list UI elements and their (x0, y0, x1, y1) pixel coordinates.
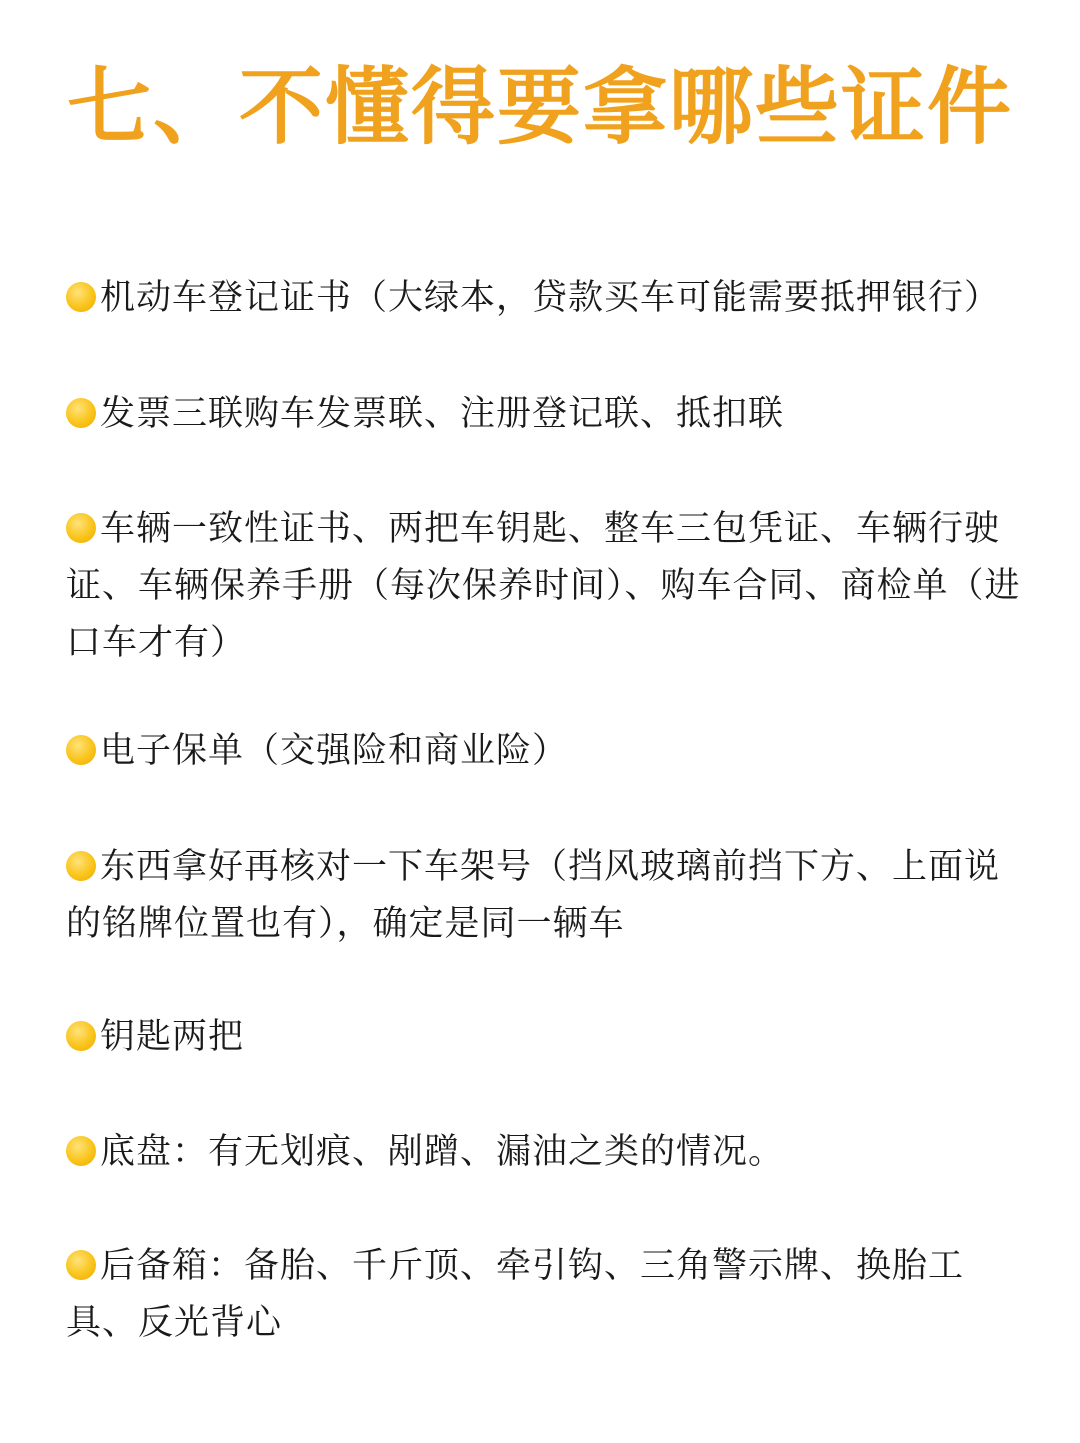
list-item (66, 270, 1026, 327)
list-item-text: 东西拿好再核对一下车架号（挡风玻璃前挡下方、上面说的铭牌位置也有），确定是同一辆车 (66, 847, 1001, 944)
yellow-circle-icon (66, 398, 96, 428)
list-item (66, 1238, 1026, 1352)
list-item-text: 车辆一致性证书、两把车钥匙、整车三包凭证、车辆行驶证、车辆保养手册（每次保养时间）、购车合同、商检单（进口车才有） (66, 509, 1021, 663)
yellow-circle-icon (66, 1136, 96, 1166)
page-title: 七、不懂得要拿哪些证件 (66, 58, 1013, 156)
list-item-text: 后备箱：备胎、千斤顶、牵引钩、三角警示牌、换胎工具、反光背心 (66, 1246, 965, 1343)
list-item (66, 501, 1026, 672)
list-item-text: 发票三联购车发票联、注册登记联、抵扣联 (100, 394, 785, 434)
yellow-circle-icon (66, 513, 96, 543)
list-item (66, 1124, 1026, 1181)
list-item-text: 钥匙两把 (100, 1017, 245, 1057)
list-item (66, 386, 1026, 443)
yellow-circle-icon (66, 851, 96, 881)
list-item-text: 机动车登记证书（大绿本，贷款买车可能需要抵押银行） (100, 278, 1001, 318)
yellow-circle-icon (66, 735, 96, 765)
yellow-circle-icon (66, 1021, 96, 1051)
list-item (66, 723, 1026, 780)
list-item (66, 1009, 1026, 1066)
yellow-circle-icon (66, 282, 96, 312)
yellow-circle-icon (66, 1250, 96, 1280)
list-item-text: 电子保单（交强险和商业险） (100, 731, 569, 771)
list-item-text: 底盘：有无划痕、剐蹭、漏油之类的情况。 (100, 1132, 785, 1172)
checklist (66, 0, 1026, 1343)
list-item (66, 839, 1026, 953)
